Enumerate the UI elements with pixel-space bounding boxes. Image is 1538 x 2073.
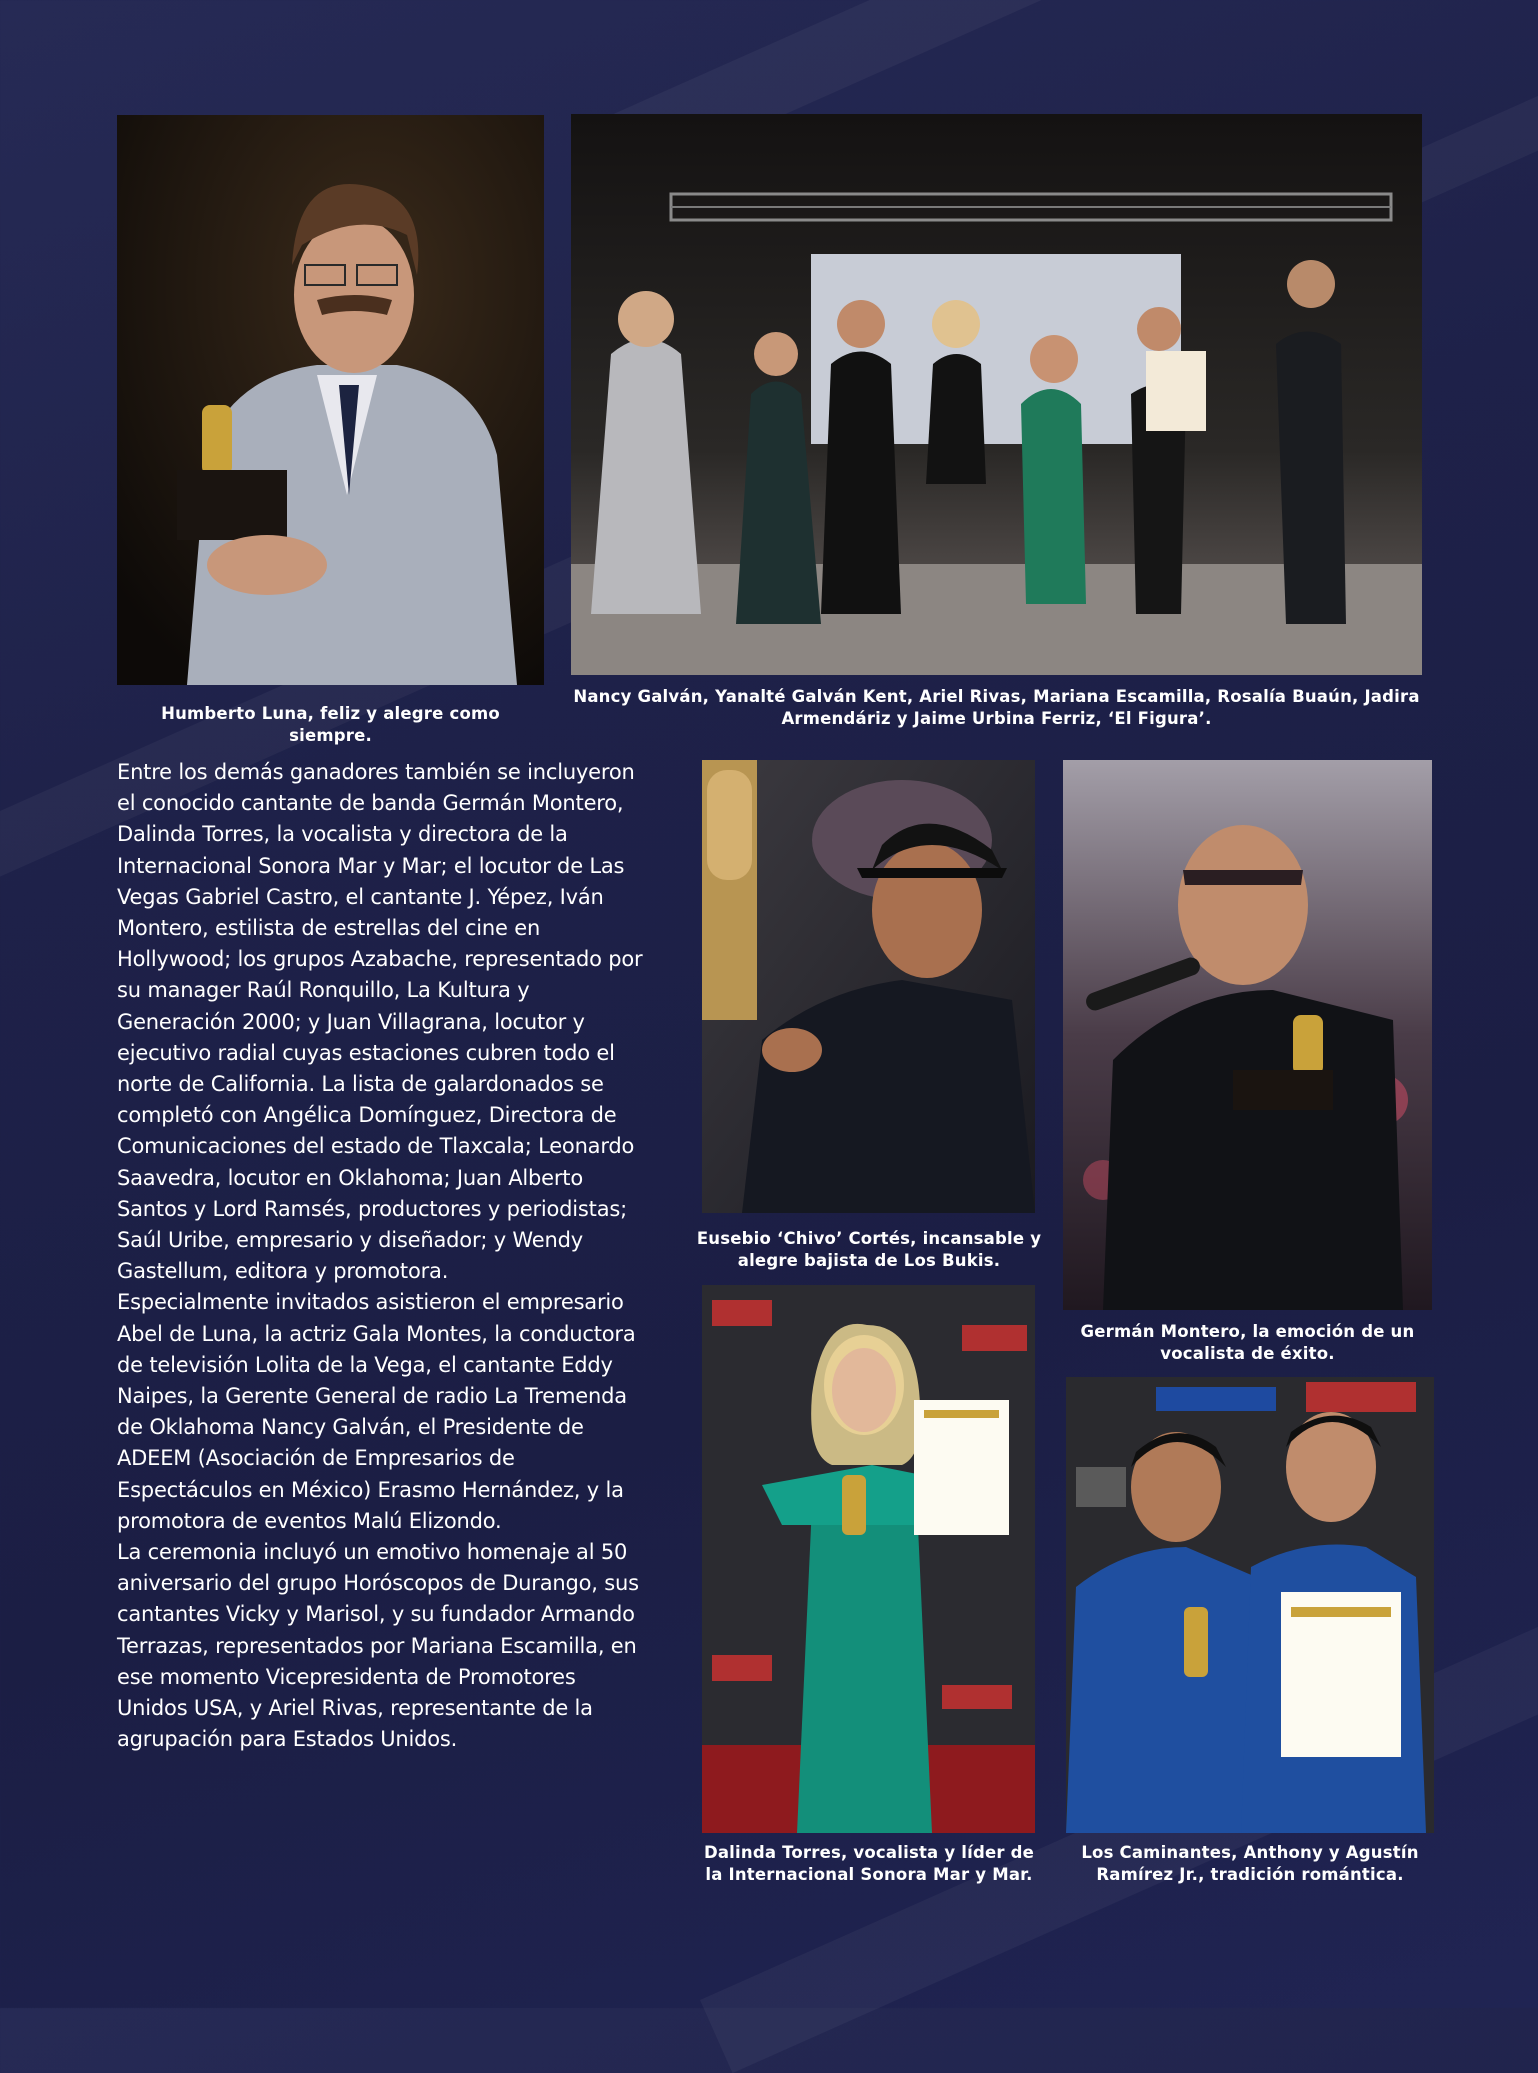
caption-los-caminantes: Los Caminantes, Anthony y Agustín Ramírez Jr., tradición romántica. (1081, 1843, 1419, 1884)
article-paragraph: La ceremonia incluyó un emotivo homenaje al 50 aniversario del grupo Horóscopos de Durango, sus cantantes Vicky y Marisol, y su fundador Armando Terrazas, representados por Mariana Escamilla, en ese momento Vicepresidenta de Promotores Unidos USA, y Ariel Rivas, representante de la agrupación para Estados Unidos. (117, 1540, 639, 1752)
photo-group-stage (571, 114, 1422, 675)
caption-german-montero: Germán Montero, la emoción de un vocalista de éxito. (1080, 1322, 1415, 1363)
article-paragraph: Entre los demás ganadores también se incluyeron el conocido cantante de banda Germán Montero, Dalinda Torres, la vocalista y directora de la Internacional Sonora Mar y Mar; el locutor de Las Vegas Gabriel Castro, el cantante J. Yépez, Iván Montero, estilista de estrellas del cine en Hollywood; los grupos Azabache, representado por su manager Raúl Ronquillo, La Kultura y Generación 2000; y Juan Villagrana, locutor y ejecutivo radial cuyas estaciones cubren todo el norte de California. La lista de galardonados se completó con Angélica Domínguez, Directora de Comunicaciones del estado de Tlaxcala; Leonardo Saavedra, locutor en Oklahoma; Juan Alberto Santos y Lord Ramsés, productores y periodistas; Saúl Uribe, empresario y diseñador; y Wendy Gastellum, editora y promotora. (117, 760, 643, 1284)
article-body (117, 757, 647, 1756)
photo-dalinda-torres (702, 1285, 1035, 1833)
photo-eusebio-cortes (702, 760, 1035, 1213)
photo-german-montero (1063, 760, 1432, 1310)
caption-group-stage: Nancy Galván, Yanalté Galván Kent, Ariel Rivas, Mariana Escamilla, Rosalía Buaún, Jadira Armendáriz y Jaime Urbina Ferriz, ‘El Figura’. (573, 687, 1420, 728)
caption-eusebio-cortes: Eusebio ‘Chivo’ Cortés, incansable y alegre bajista de Los Bukis. (696, 1229, 1042, 1270)
photo-los-caminantes (1066, 1377, 1434, 1833)
caption-dalinda-torres: Dalinda Torres, vocalista y líder de la Internacional Sonora Mar y Mar. (703, 1843, 1035, 1884)
photo-humberto-luna (117, 115, 544, 685)
article-paragraph: Especialmente invitados asistieron el empresario Abel de Luna, la actriz Gala Montes, la conductora de televisión Lolita de la Vega, el cantante Eddy Naipes, la Gerente General de radio La Tremenda de Oklahoma Nancy Galván, el Presidente de ADEEM (Asociación de Empresarios de Espectáculos en México) Erasmo Hernández, y la promotora de eventos Malú Elizondo. (117, 1290, 636, 1533)
caption-humberto-luna: Humberto Luna, feliz y alegre como siempre. (161, 704, 500, 745)
